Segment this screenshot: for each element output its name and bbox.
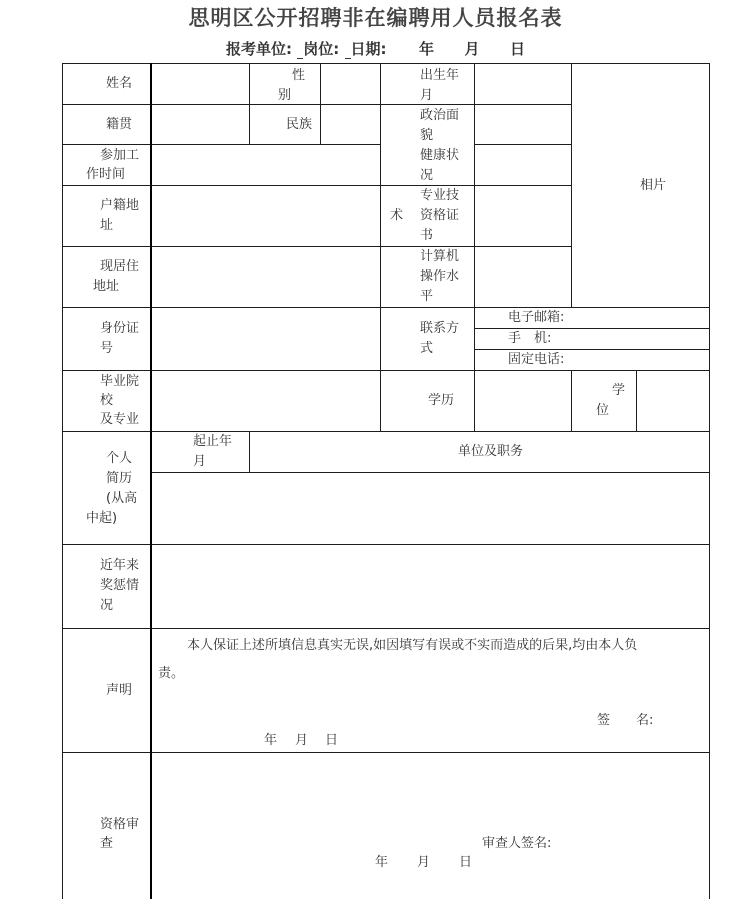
- label-id-2: 号: [100, 341, 114, 356]
- label-ethnicity: 民族: [286, 117, 313, 132]
- date-label: 日期:: [350, 40, 387, 58]
- review-area[interactable]: [152, 753, 708, 899]
- label-name: 姓名: [106, 76, 133, 91]
- label-degree-1: 学: [612, 383, 626, 398]
- label-period-2: 月: [193, 454, 207, 469]
- name-input[interactable]: [152, 64, 248, 104]
- label-native-place: 籍贯: [106, 117, 133, 132]
- qualification-input[interactable]: [475, 186, 570, 246]
- label-qualification-3: 书: [420, 228, 434, 243]
- label-school-3: 及专业: [100, 412, 140, 427]
- school-input[interactable]: [152, 371, 379, 431]
- residence-input[interactable]: [152, 247, 379, 307]
- position-label: 岗位:: [303, 40, 340, 58]
- label-awards-2: 奖惩情: [100, 578, 140, 593]
- resume-input[interactable]: [152, 473, 708, 544]
- label-contact-2: 式: [420, 341, 434, 356]
- label-id-1: 身份证: [100, 321, 140, 336]
- declaration-year: 年: [264, 733, 278, 748]
- label-resume-3: (从高: [106, 491, 138, 506]
- birth-input[interactable]: [475, 64, 570, 104]
- label-school-1: 毕业院: [100, 374, 140, 389]
- label-work-start-1: 参加工: [100, 148, 140, 163]
- native-place-input[interactable]: [152, 105, 248, 144]
- computer-input[interactable]: [475, 247, 570, 307]
- mobile-input[interactable]: [580, 329, 708, 349]
- label-political-2: 貌: [420, 128, 434, 143]
- label-health-2: 况: [420, 168, 434, 183]
- label-computer-1: 计算机: [420, 249, 460, 264]
- declaration-sign-field[interactable]: [665, 711, 705, 731]
- label-photo: 相片: [640, 178, 667, 193]
- label-hukou-2: 址: [100, 218, 114, 233]
- label-gender-2: 别: [278, 88, 292, 103]
- label-gender-1: 性: [292, 68, 306, 83]
- declaration-sign-label: 签 名:: [597, 713, 654, 728]
- label-computer-3: 平: [420, 289, 434, 304]
- label-declaration: 声明: [106, 683, 133, 698]
- label-hukou-1: 户籍地: [100, 198, 140, 213]
- date-year: 年: [418, 40, 434, 58]
- label-work-start-2: 作时间: [86, 167, 126, 182]
- hukou-input[interactable]: [152, 186, 379, 246]
- declaration-text-line2: 责。: [158, 666, 185, 681]
- declaration-month: 月: [295, 733, 309, 748]
- unit-label: 报考单位:: [226, 40, 293, 58]
- label-org-duty: 单位及职务: [458, 444, 524, 459]
- political-input[interactable]: [475, 105, 570, 144]
- label-period-1: 起止年: [193, 434, 233, 449]
- date-month: 月: [464, 40, 480, 58]
- declaration-text-line1: 本人保证上述所填信息真实无误,如因填写有误或不实而造成的后果,均由本人负: [187, 638, 638, 653]
- label-resume-4: 中起): [86, 511, 118, 526]
- landline-input[interactable]: [580, 350, 708, 370]
- review-day: 日: [459, 855, 473, 870]
- label-degree-2: 位: [596, 403, 610, 418]
- health-input[interactable]: [475, 145, 570, 185]
- label-education: 学历: [428, 393, 455, 408]
- education-input[interactable]: [475, 371, 570, 431]
- label-birth-1: 出生年: [420, 68, 460, 83]
- email-input[interactable]: [580, 308, 708, 328]
- label-mobile: 手 机:: [508, 331, 552, 346]
- reviewer-sign-label: 审查人签名:: [482, 836, 552, 851]
- photo-box[interactable]: [572, 64, 708, 307]
- review-month: 月: [417, 855, 431, 870]
- label-residence-2: 地址: [93, 279, 120, 294]
- gender-input[interactable]: [321, 64, 379, 104]
- label-tech-prefix: 术: [390, 208, 404, 223]
- label-awards-1: 近年来: [100, 558, 140, 573]
- label-landline: 固定电话:: [508, 352, 565, 367]
- awards-input[interactable]: [152, 545, 708, 628]
- label-awards-3: 况: [100, 598, 114, 613]
- degree-input[interactable]: [637, 371, 708, 431]
- subtitle: [0, 38, 751, 59]
- label-contact-1: 联系方: [420, 321, 460, 336]
- work-start-input[interactable]: [152, 145, 379, 185]
- declaration-day: 日: [325, 733, 339, 748]
- label-computer-2: 操作水: [420, 269, 460, 284]
- id-input[interactable]: [152, 308, 379, 370]
- page-title: 思明区公开招聘非在编聘用人员报名表: [188, 6, 563, 30]
- date-day: 日: [509, 40, 525, 58]
- label-health-1: 健康状: [420, 148, 460, 163]
- label-political-1: 政治面: [420, 108, 460, 123]
- label-review-2: 查: [100, 836, 114, 851]
- label-school-2: 校: [100, 393, 114, 408]
- label-resume-2: 简历: [106, 471, 133, 486]
- label-residence-1: 现居住: [100, 259, 140, 274]
- label-review-1: 资格审: [100, 817, 140, 832]
- label-resume-1: 个人: [106, 451, 133, 466]
- review-year: 年: [375, 855, 389, 870]
- label-email: 电子邮箱:: [508, 310, 565, 325]
- label-birth-2: 月: [420, 88, 434, 103]
- label-qualification-2: 资格证: [420, 208, 460, 223]
- label-qualification-1: 专业技: [420, 188, 460, 203]
- ethnicity-input[interactable]: [321, 105, 379, 144]
